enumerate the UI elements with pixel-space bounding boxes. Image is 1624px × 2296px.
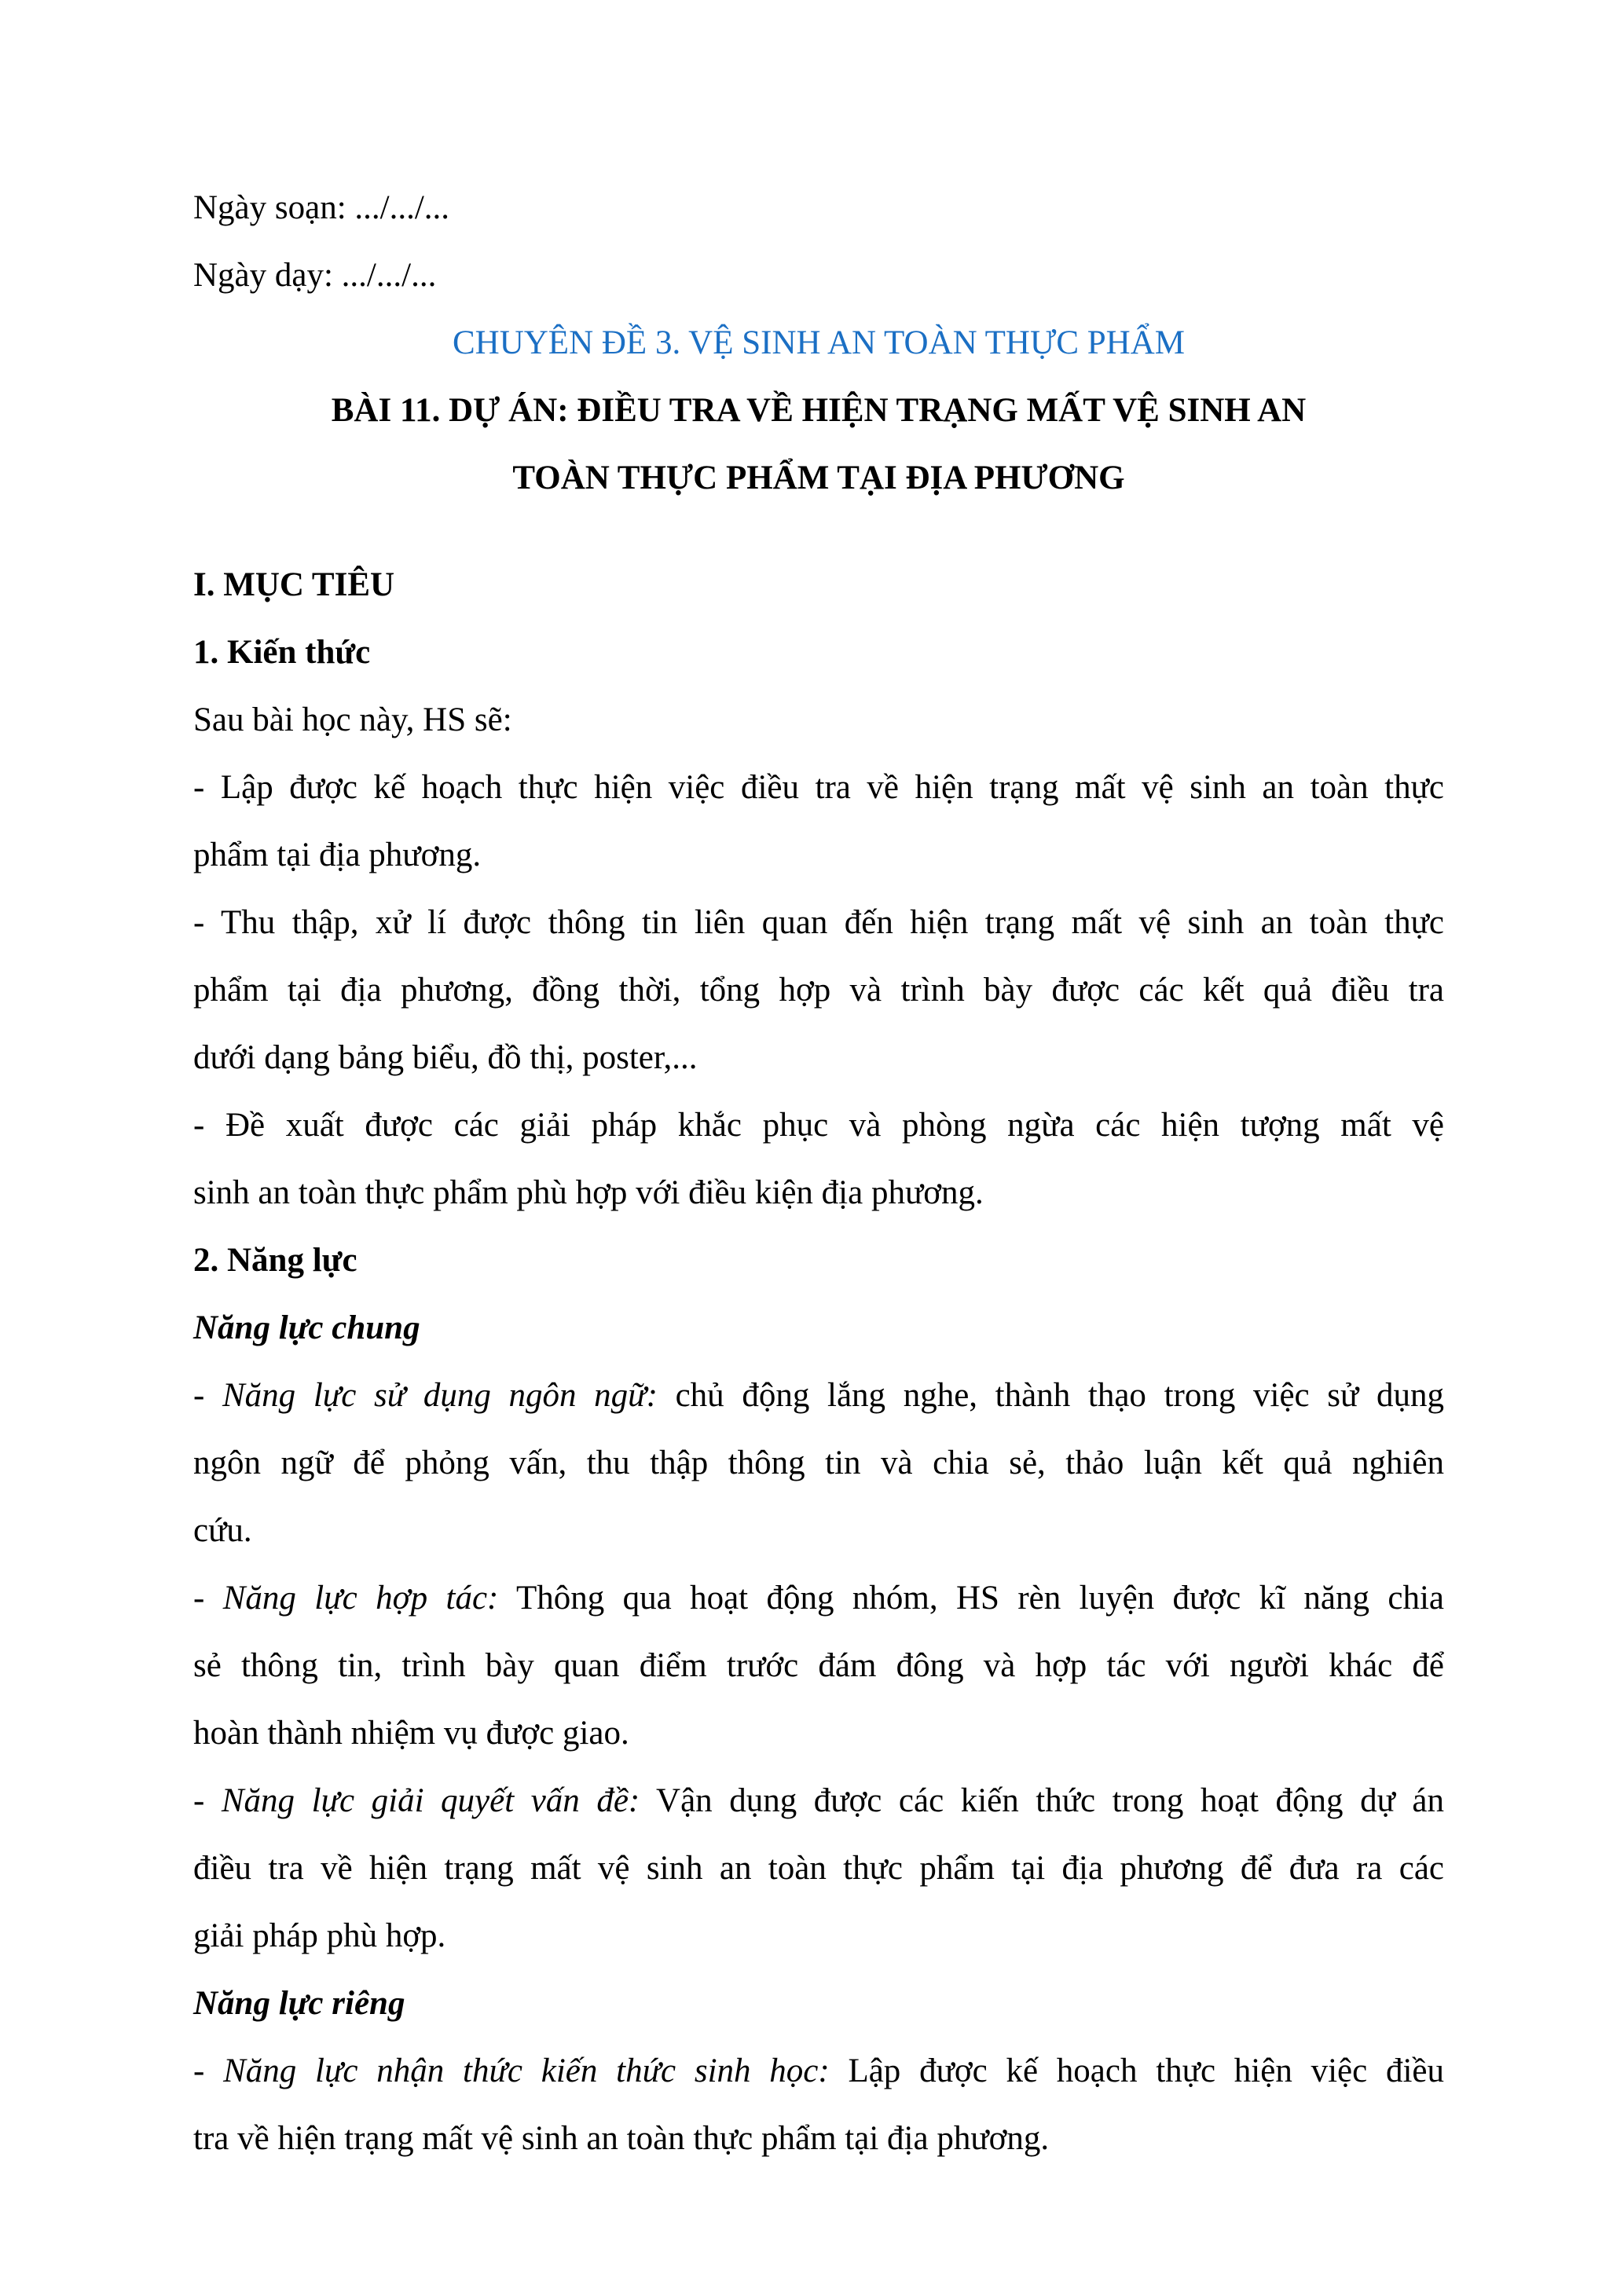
bullet-dash: - <box>193 1782 222 1819</box>
competency-language-line3: cứu. <box>193 1512 252 1549</box>
competency-cooperation-line3: hoàn thành nhiệm vụ được giao. <box>193 1715 629 1752</box>
competency-problem-solving-lead: Năng lực giải quyết vấn đề: <box>221 1782 640 1819</box>
knowledge-heading: 1. Kiến thức <box>193 634 371 671</box>
lesson-title-line1: BÀI 11. DỰ ÁN: ĐIỀU TRA VỀ HIỆN TRẠNG MẤT VỆ SINH AN <box>331 392 1307 429</box>
knowledge-subsection <box>193 619 1444 1227</box>
competency-cooperation-rest: Thông qua hoạt động nhóm, HS rèn luyện được kĩ năng chia <box>498 1580 1444 1617</box>
competency-language-rest: chủ động lắng nghe, thành thạo trong việc sử dụng <box>657 1377 1444 1414</box>
bullet-dash: - <box>193 1580 223 1617</box>
competency-biology-line1 <box>193 2038 1444 2105</box>
knowledge-bullet1-line1: - Lập được kế hoạch thực hiện việc điều tra về hiện trạng mất vệ sinh an toàn thực <box>193 769 1444 806</box>
chapter-title: CHUYÊN ĐỀ 3. VỆ SINH AN TOÀN THỰC PHẨM <box>452 324 1186 361</box>
competency-problem-solving-line1 <box>193 1767 1444 1835</box>
competency-cooperation-line1 <box>193 1565 1444 1632</box>
competency-language-line1 <box>193 1362 1444 1430</box>
specific-competencies-heading: Năng lực riêng <box>193 1985 405 2022</box>
competencies-heading: 2. Năng lực <box>193 1242 357 1279</box>
lesson-title-line2: TOÀN THỰC PHẨM TẠI ĐỊA PHƯƠNG <box>512 460 1125 496</box>
competency-language-lead: Năng lực sử dụng ngôn ngữ: <box>222 1377 658 1414</box>
objectives-heading: I. MỤC TIÊU <box>193 566 395 603</box>
knowledge-bullet2-line2: phẩm tại địa phương, đồng thời, tổng hợp và trình bày được các kết quả điều tra <box>193 972 1444 1009</box>
bullet-dash: - <box>193 1377 222 1414</box>
competency-language-line2: ngôn ngữ để phỏng vấn, thu thập thông tin và chia sẻ, thảo luận kết quả nghiên <box>193 1445 1444 1481</box>
date-prepared-line: Ngày soạn: .../.../... <box>193 189 450 226</box>
competency-cooperation-line2: sẻ thông tin, trình bày quan điểm trước đám đông và hợp tác với người khác để <box>193 1647 1444 1684</box>
competency-biology-rest: Lập được kế hoạch thực hiện việc điều <box>829 2052 1444 2089</box>
knowledge-bullet3-line1: - Đề xuất được các giải pháp khắc phục và phòng ngừa các hiện tượng mất vệ <box>193 1107 1444 1144</box>
competency-cooperation-lead: Năng lực hợp tác: <box>222 1580 499 1617</box>
competency-problem-solving-line3: giải pháp phù hợp. <box>193 1917 446 1954</box>
title-block <box>193 309 1444 512</box>
knowledge-bullet2-line1: - Thu thập, xử lí được thông tin liên quan đến hiện trạng mất vệ sinh an toàn thực <box>193 904 1444 941</box>
bullet-dash: - <box>193 2052 224 2089</box>
competency-problem-solving-rest: Vận dụng được các kiến thức trong hoạt động dự án <box>640 1782 1445 1819</box>
knowledge-bullet3-line2: sinh an toàn thực phẩm phù hợp với điều kiện địa phương. <box>193 1174 984 1211</box>
title-gap <box>193 512 1444 551</box>
competency-biology-lead: Năng lực nhận thức kiến thức sinh học: <box>223 2052 830 2089</box>
knowledge-bullet1-line2: phẩm tại địa phương. <box>193 837 482 873</box>
knowledge-bullet2-line3: dưới dạng bảng biểu, đồ thị, poster,... <box>193 1039 698 1076</box>
competency-biology-line2: tra về hiện trạng mất vệ sinh an toàn thực phẩm tại địa phương. <box>193 2120 1050 2157</box>
competencies-subsection <box>193 1227 1444 2173</box>
objectives-section <box>193 551 1444 2173</box>
general-competencies-heading: Năng lực chung <box>193 1309 420 1346</box>
competency-problem-solving-line2: điều tra về hiện trạng mất vệ sinh an toàn thực phẩm tại địa phương để đưa ra các <box>193 1850 1444 1887</box>
date-taught-line: Ngày dạy: .../.../... <box>193 257 437 294</box>
meta-block <box>193 174 1444 309</box>
knowledge-intro: Sau bài học này, HS sẽ: <box>193 701 512 738</box>
